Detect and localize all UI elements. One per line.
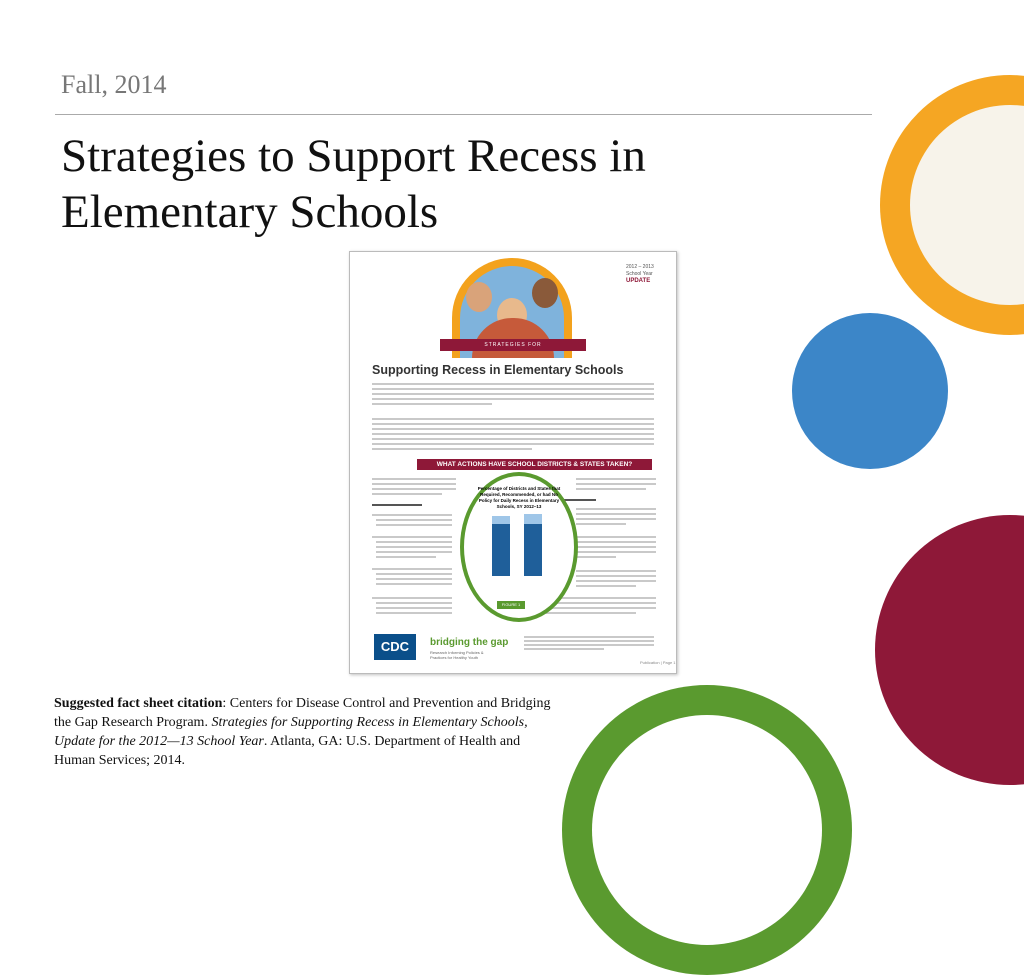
- thumbnail-footer: Publication | Page 1: [640, 660, 676, 665]
- fact-sheet-thumbnail: [349, 251, 677, 674]
- header-divider: [55, 114, 872, 115]
- bridging-the-gap-subtitle: Research Informing Policies & Practices for Healthy Youth: [430, 650, 484, 660]
- blue-circle-decoration: [792, 313, 948, 469]
- maroon-circle-decoration: [875, 515, 1024, 785]
- cdc-logo: CDC: [374, 634, 416, 660]
- thumbnail-section-bar: WHAT ACTIONS HAVE SCHOOL DISTRICTS & STATES TAKEN?: [417, 459, 652, 470]
- figure-bar-states: [524, 524, 542, 576]
- bridging-the-gap-logo: bridging the gap: [430, 637, 509, 648]
- figure-tag: FIGURE 1: [497, 601, 525, 609]
- corner-line2: School Year: [626, 271, 653, 277]
- corner-update: UPDATE: [626, 278, 651, 284]
- season-date: Fall, 2014: [61, 70, 167, 99]
- orange-circle-decoration: [880, 75, 1024, 335]
- citation: [54, 694, 554, 770]
- page-title: Strategies to Support Recess in Elementary Schools: [61, 130, 646, 238]
- thumbnail-figure: [460, 472, 578, 622]
- citation-text-before: : Centers for Disease Control and Prevention and Bridging the Gap Research Program.: [54, 696, 551, 730]
- thumbnail-corner-label: [626, 264, 671, 285]
- citation-label: Suggested fact sheet citation: [54, 696, 223, 711]
- figure-title: Percentage of Districts and States that Required, Recommended, or had No Policy for Daily Recess in Elementary Schools, SY 2012–13: [477, 486, 561, 509]
- figure-bar-districts: [492, 524, 510, 576]
- citation-text-after: . Atlanta, GA: U.S. Department of Health and Human Services; 2014.: [54, 734, 521, 768]
- citation-title: Strategies for Supporting Recess in Elementary Schools, Update for the 2012—13 School Year: [54, 715, 528, 749]
- thumbnail-band: STRATEGIES FOR: [440, 339, 586, 351]
- corner-line1: 2012 – 2013: [626, 264, 654, 270]
- green-circle-decoration: [562, 685, 852, 975]
- thumbnail-heading: Supporting Recess in Elementary Schools: [372, 363, 624, 377]
